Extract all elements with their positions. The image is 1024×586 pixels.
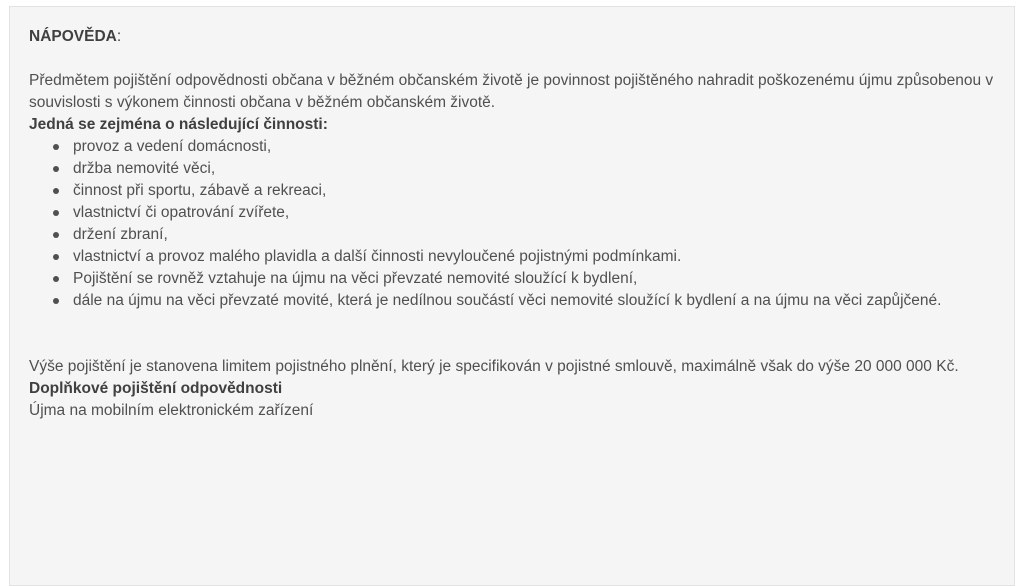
list-item: držení zbraní,	[73, 224, 995, 246]
help-panel	[9, 6, 1015, 586]
list-item: dále na újmu na věci převzaté movité, která je nedílnou součástí věci nemovité sloužící k bydlení a na újmu na věci zapůjčené.	[73, 290, 995, 312]
list-item: vlastnictví či opatrování zvířete,	[73, 202, 995, 224]
help-heading	[29, 26, 995, 48]
list-item: provoz a vedení domácnosti,	[73, 136, 995, 158]
activities-title: Jedná se zejména o následující činnosti:	[29, 116, 328, 133]
intro-paragraph: Předmětem pojištění odpovědnosti občana v běžném občanském životě je povinnost pojištěného nahradit poškozenému újmu způsobenou v souvislosti s výkonem činnosti občana v běžném občanském životě.	[29, 72, 994, 111]
list-item: činnost při sportu, zábavě a rekreaci,	[73, 180, 995, 202]
additional-title: Doplňkové pojištění odpovědnosti	[29, 380, 283, 397]
list-item: Pojištění se rovněž vztahuje na újmu na věci převzaté nemovité sloužící k bydlení,	[73, 268, 995, 290]
limit-paragraph: Výše pojištění je stanovena limitem pojistného plnění, který je specifikován v pojistné smlouvě, maximálně však do výše 20 000 000 Kč.	[29, 358, 959, 375]
help-heading-text: NÁPOVĚDA	[29, 28, 117, 45]
additional-item: Újma na mobilním elektronickém zařízení	[29, 402, 314, 419]
activities-list	[29, 136, 995, 312]
list-item: držba nemovité věci,	[73, 158, 995, 180]
list-item: vlastnictví a provoz malého plavidla a další činnosti nevyloučené pojistnými podmínkami.	[73, 246, 995, 268]
help-heading-colon: :	[116, 28, 122, 45]
